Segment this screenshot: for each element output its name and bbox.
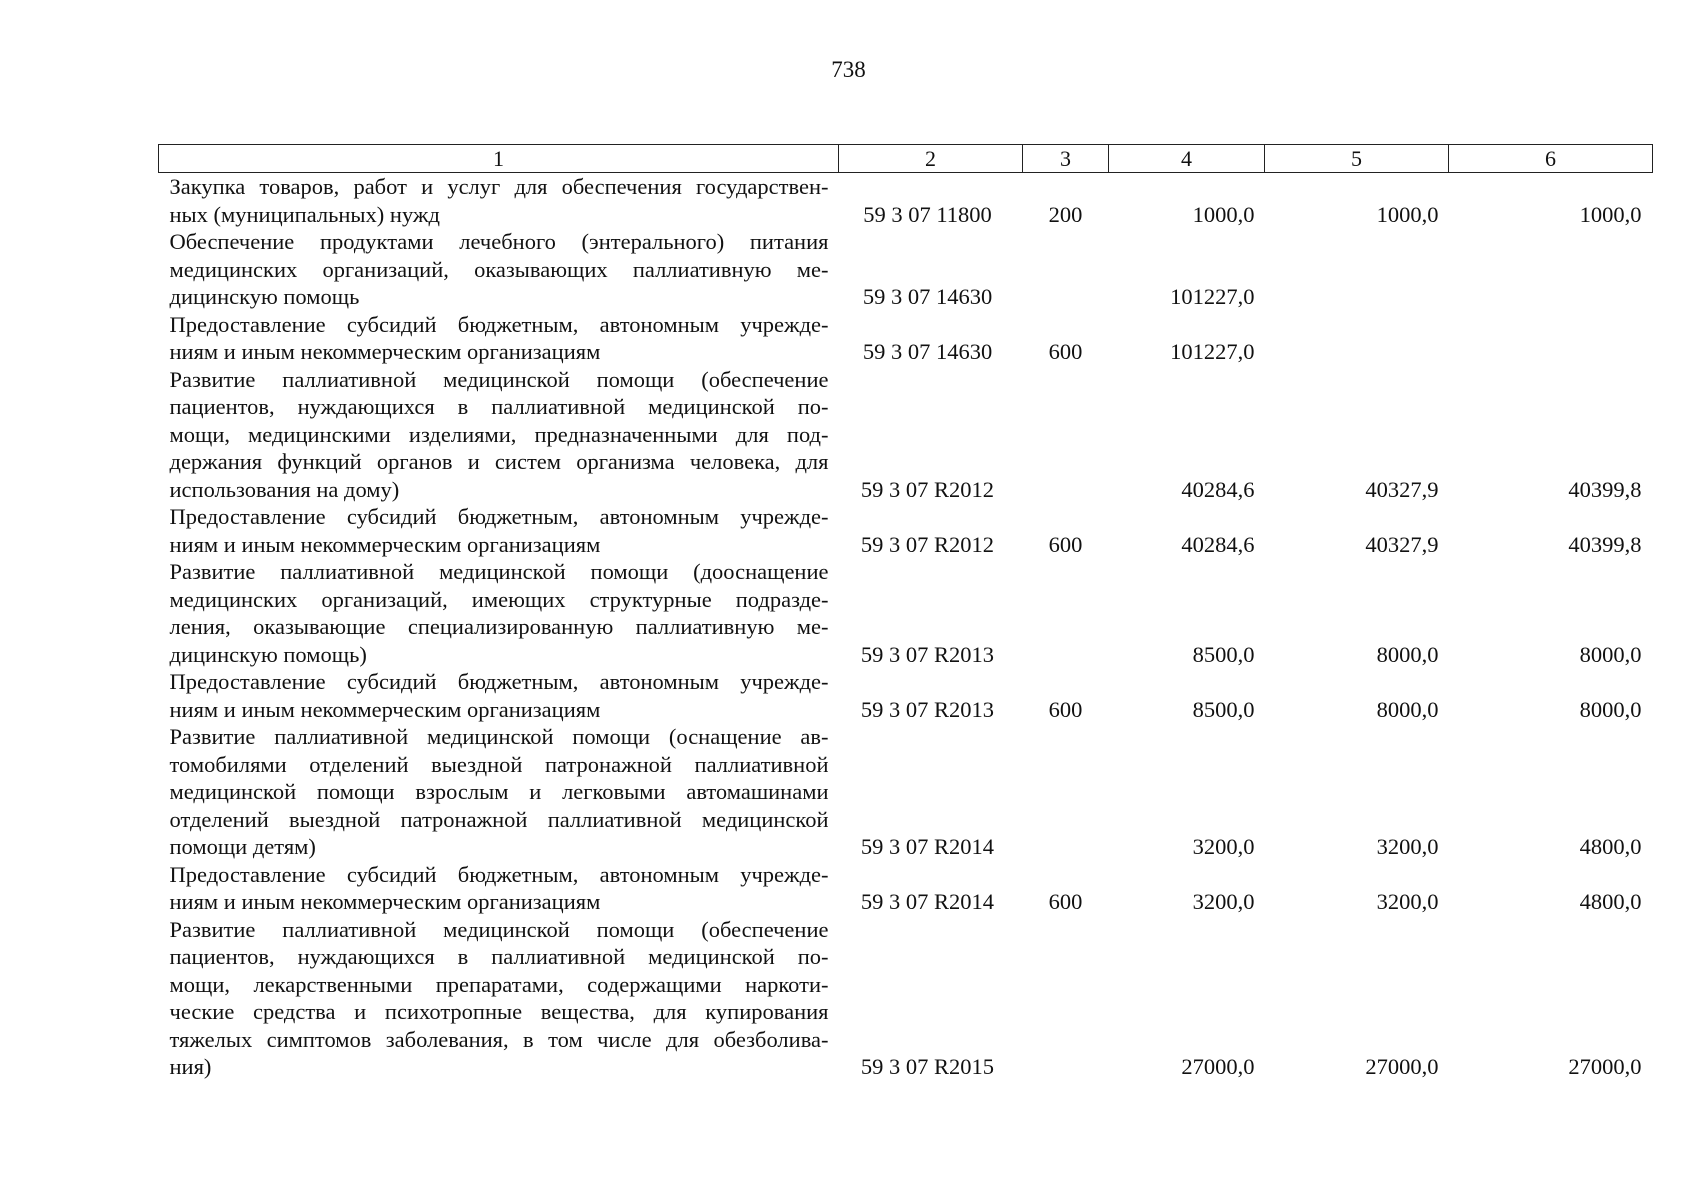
row-value-col6: 8000,0 [1579, 696, 1642, 722]
row-value-col4: 27000,0 [1181, 1054, 1255, 1079]
row-value-col5: 8000,0 [1376, 696, 1439, 722]
row-value-col5 [1265, 228, 1449, 311]
header-cell-6: 6 [1449, 145, 1653, 173]
row-code-cell: 59 3 07 R2012 [860, 476, 995, 502]
row-value-col6: 1000,0 [1579, 201, 1642, 227]
header-cell-2: 2 [839, 145, 1023, 173]
row-name-line: держания функций органов и систем организма человека, для [169, 449, 829, 474]
row-name-line: помощи детям) [169, 834, 316, 859]
row-code-cell: 59 3 07 R2013 [860, 696, 995, 722]
row-name-line: ния) [169, 1054, 212, 1079]
row-name-line: Предоставление субсидий бюджетным, автономным учрежде- [169, 311, 829, 337]
budget-table-container [158, 144, 1652, 1081]
row-name-line: использования на дому) [169, 476, 400, 502]
row-value-col4: 1000,0 [1192, 201, 1255, 227]
table-row [159, 916, 1653, 1081]
row-value-col4: 40284,6 [1181, 476, 1255, 502]
row-value-col5: 40327,9 [1365, 531, 1439, 557]
row-name-line: дицинскую помощь) [169, 641, 367, 667]
header-cell-4: 4 [1109, 145, 1265, 173]
row-name-cell [159, 861, 839, 916]
budget-table [158, 144, 1653, 1081]
table-body [159, 173, 1653, 1081]
row-value-col4: 101227,0 [1170, 339, 1255, 364]
row-name-cell [159, 503, 839, 558]
row-code-cell: 59 3 07 R2014 [860, 889, 995, 914]
row-value-col4: 40284,6 [1181, 531, 1255, 557]
table-row [159, 723, 1653, 861]
row-kind-cell: 600 [1048, 531, 1083, 557]
row-name-line: Развитие паллиативной медицинской помощи (обеспечение [169, 916, 829, 942]
header-row [159, 145, 1653, 173]
row-value-col6: 4800,0 [1579, 834, 1642, 859]
row-name-line: Предоставление субсидий бюджетным, автономным учрежде- [169, 861, 829, 887]
row-name-cell [159, 558, 839, 668]
row-value-col5: 1000,0 [1376, 201, 1439, 227]
row-value-col4: 8500,0 [1192, 641, 1255, 667]
row-name-line: ческие средства и психотропные вещества, для купирования [169, 999, 829, 1024]
row-kind-cell: 200 [1048, 201, 1083, 227]
row-name-line: пациентов, нуждающихся в паллиативной медицинской по- [169, 394, 829, 419]
row-value-col6: 8000,0 [1579, 641, 1642, 667]
row-name-line: медицинской помощи взрослым и легковыми автомашинами [169, 779, 829, 804]
header-cell-1: 1 [159, 145, 839, 173]
row-value-col6 [1449, 228, 1653, 311]
row-name-cell [159, 173, 839, 229]
row-name-line: мощи, медицинскими изделиями, предназначенными для под- [169, 421, 829, 447]
row-kind-cell [1023, 723, 1109, 861]
row-value-col6: 40399,8 [1568, 531, 1642, 557]
row-name-line: ниям и иным некоммерческим организациям [169, 339, 601, 364]
row-name-cell [159, 366, 839, 504]
row-value-col5: 27000,0 [1365, 1054, 1439, 1079]
page-number: 738 [831, 57, 866, 82]
row-value-col6: 4800,0 [1579, 889, 1642, 914]
row-code-cell: 59 3 07 14630 [862, 339, 993, 364]
row-value-col6: 40399,8 [1568, 476, 1642, 502]
row-value-col4: 101227,0 [1170, 284, 1255, 309]
row-name-line: тяжелых симптомов заболевания, в том числе для обезболива- [169, 1026, 829, 1052]
row-name-line: ниям и иным некоммерческим организациям [169, 531, 601, 557]
row-kind-cell [1023, 916, 1109, 1081]
table-row [159, 173, 1653, 229]
row-name-cell [159, 668, 839, 723]
table-row [159, 558, 1653, 668]
row-value-col5: 3200,0 [1376, 889, 1439, 914]
row-kind-cell: 600 [1048, 696, 1083, 722]
row-name-line: Развитие паллиативной медицинской помощи (дооснащение [169, 559, 829, 584]
row-code-cell: 59 3 07 R2015 [860, 1054, 995, 1079]
row-value-col5: 3200,0 [1376, 834, 1439, 859]
row-name-line: Предоставление субсидий бюджетным, автономным учрежде- [169, 504, 829, 529]
row-value-col4: 8500,0 [1192, 696, 1255, 722]
row-name-line: медицинских организаций, имеющих структурные подразде- [169, 586, 829, 612]
row-name-cell [159, 228, 839, 311]
row-name-line: дицинскую помощь [169, 284, 360, 309]
row-kind-cell: 600 [1048, 339, 1083, 364]
row-code-cell: 59 3 07 11800 [863, 201, 992, 227]
row-name-cell [159, 723, 839, 861]
row-code-cell: 59 3 07 R2013 [860, 641, 995, 667]
row-name-line: Закупка товаров, работ и услуг для обеспечения государствен- [169, 174, 829, 199]
row-name-cell [159, 916, 839, 1081]
row-name-line: Обеспечение продуктами лечебного (энтерального) питания [169, 229, 829, 254]
row-name-line: мощи, лекарственными препаратами, содержащими наркоти- [169, 971, 829, 997]
row-kind-cell [1023, 366, 1109, 504]
row-name-line: ных (муниципальных) нужд [169, 201, 440, 227]
table-row [159, 366, 1653, 504]
row-kind-cell [1023, 228, 1109, 311]
table-row [159, 503, 1653, 558]
row-value-col4: 3200,0 [1192, 889, 1255, 914]
row-code-cell: 59 3 07 14630 [862, 284, 993, 309]
table-row [159, 311, 1653, 366]
row-kind-cell [1023, 558, 1109, 668]
header-cell-5: 5 [1265, 145, 1449, 173]
row-name-line: Развитие паллиативной медицинской помощи (оснащение ав- [169, 724, 829, 749]
row-value-col6 [1449, 311, 1653, 366]
row-name-line: ниям и иным некоммерческим организациям [169, 696, 601, 722]
row-name-line: Развитие паллиативной медицинской помощи (обеспечение [169, 366, 829, 392]
table-row [159, 861, 1653, 916]
row-name-line: ниям и иным некоммерческим организациям [169, 889, 601, 914]
row-value-col5 [1265, 311, 1449, 366]
row-value-col5: 8000,0 [1376, 641, 1439, 667]
row-name-line: пациентов, нуждающихся в паллиативной медицинской по- [169, 944, 829, 969]
row-name-line: томобилями отделений выездной патронажной паллиативной [169, 751, 829, 777]
row-name-cell [159, 311, 839, 366]
row-value-col5: 40327,9 [1365, 476, 1439, 502]
table-header [159, 145, 1653, 173]
table-row [159, 668, 1653, 723]
row-name-line: ления, оказывающие специализированную паллиативную ме- [169, 614, 829, 639]
row-code-cell: 59 3 07 R2014 [860, 834, 995, 859]
row-code-cell: 59 3 07 R2012 [860, 531, 995, 557]
table-row [159, 228, 1653, 311]
row-name-line: медицинских организаций, оказывающих паллиативную ме- [169, 256, 829, 282]
row-name-line: отделений выездной патронажной паллиативной медицинской [169, 806, 829, 832]
row-value-col6: 27000,0 [1568, 1054, 1642, 1079]
row-name-line: Предоставление субсидий бюджетным, автономным учрежде- [169, 669, 829, 694]
row-kind-cell: 600 [1048, 889, 1083, 914]
row-value-col4: 3200,0 [1192, 834, 1255, 859]
header-cell-3: 3 [1023, 145, 1109, 173]
